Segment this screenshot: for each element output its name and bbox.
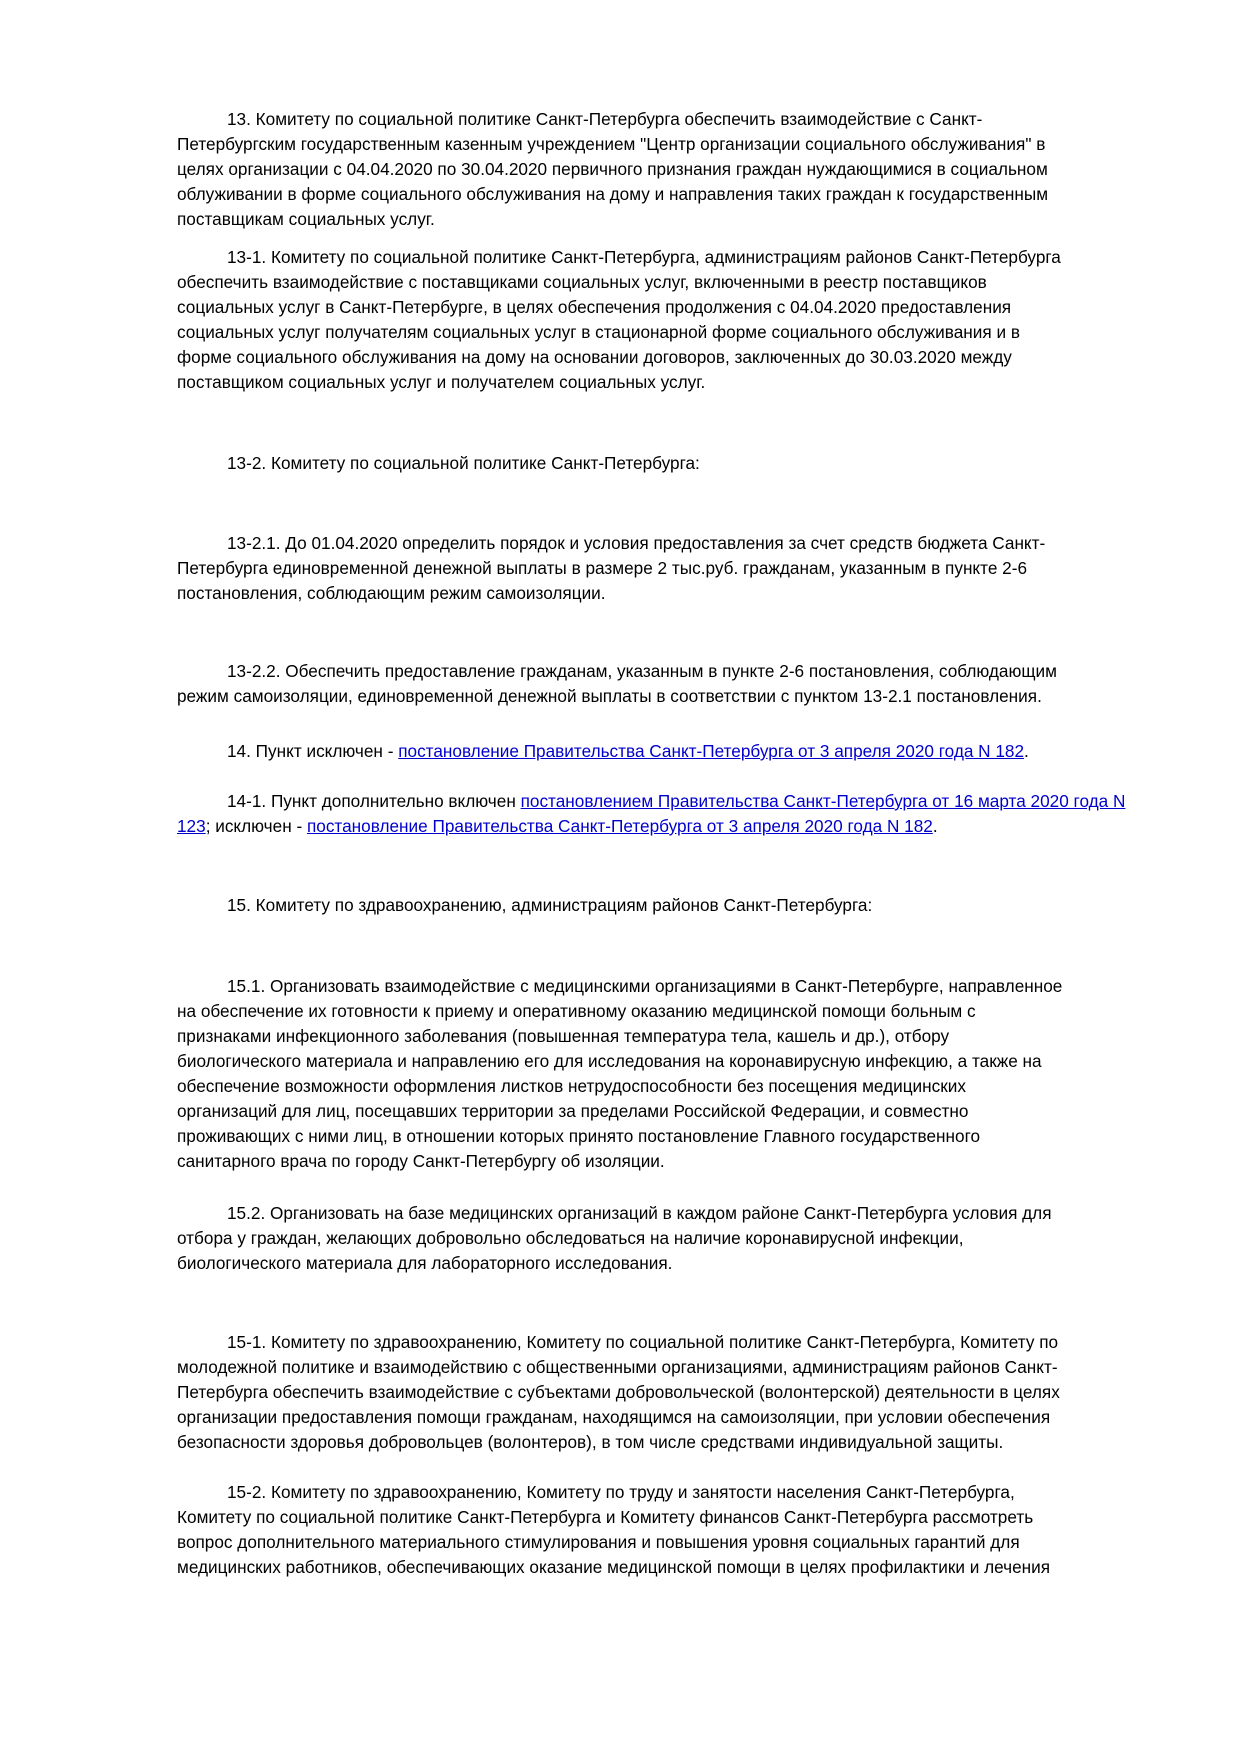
paragraph-13-1: 13-1. Комитету по социальной политике Санкт-Петербурга, администрациям районов Санкт-Петербурга обеспечить взаимодействие с поставщиками социальных услуг, включенными в реестр поставщиков социальных услуг в Санкт-Петербурге, в целях обеспечения продолжения с 04.04.2020 предоставления социальных услуг получателям социальных услуг в стационарной форме социального обслуживания и в форме социального обслуживания на дому на основании договоров, заключенных до 30.03.2020 между поставщиком социальных услуг и получателем социальных услуг. xyxy=(177,247,1061,392)
link-decree-123[interactable]: постановлением Правительства Санкт-Петербурга от 16 марта 2020 года N 123 xyxy=(177,791,1126,836)
paragraph-14-1-prefix: 14-1. Пункт дополнительно включен xyxy=(227,791,521,811)
paragraph-15-2b: 15-2. Комитету по здравоохранению, Комитету по труду и занятости населения Санкт-Петербурга, Комитету по социальной политике Санкт-Петербурга и Комитету финансов Санкт-Петербурга рассмотреть вопрос дополнительного материального стимулирования и повышения уровня социальных гарантий для медицинских работников, обеспечивающих оказание медицинской помощи в целях профилактики и лечения xyxy=(177,1482,1051,1577)
paragraph-15: 15. Комитету по здравоохранению, администрациям районов Санкт-Петербурга: xyxy=(227,895,873,915)
paragraph-15-1: 15.1. Организовать взаимодействие с медицинскими организациями в Санкт-Петербурге, направленное на обеспечение их готовности к приему и оперативному оказанию медицинской помощи больным с признаками инфекционного заболевания (повышенная температура тела, кашель и др.), отбору биологического материала и направлению его для исследования на коронавирусную инфекцию, а также на обеспечение возможности оформления листков нетрудоспособности без посещения медицинских организаций для лиц, посещавших территории за пределами Российской Федерации, и совместно проживающих с ними лиц, в отношении которых принято постановление Главного государственного санитарного врача по городу Санкт-Петербургу об изоляции. xyxy=(177,976,1063,1171)
paragraph-14-prefix: 14. Пункт исключен - xyxy=(227,741,399,761)
paragraph-13-2: 13-2. Комитету по социальной политике Санкт-Петербурга: xyxy=(227,453,700,473)
paragraph-13: 13. Комитету по социальной политике Санкт-Петербурга обеспечить взаимодействие с Санкт- Петербургским государственным казенным учреждением "Центр организации социального обслуживания" в целях организации с 04.04.2020 по 30.04.2020 первичного признания граждан нуждающимися в социальном облуживании в форме социального обслуживания на дому и направления таких граждан к государственным поставщикам социальных услуг. xyxy=(177,109,1049,229)
link-decree-182[interactable]: постановление Правительства Санкт-Петербурга от 3 апреля 2020 года N 182 xyxy=(398,741,1025,761)
paragraph-15-2: 15.2. Организовать на базе медицинских организаций в каждом районе Санкт-Петербурга условия для отбора у граждан, желающих добровольно обследоваться на наличие коронавирусной инфекции, биологического материала для лабораторного исследования. xyxy=(177,1203,1052,1273)
paragraph-14-1-middle: ; исключен - xyxy=(205,816,307,836)
paragraph-14-1 xyxy=(177,789,1153,839)
paragraph-14-1-suffix: . xyxy=(932,816,938,836)
paragraph-15-1b: 15-1. Комитету по здравоохранению, Комитету по социальной политике Санкт-Петербурга, Комитету по молодежной политике и взаимодействию с общественными организациями, администрациям районов Санкт- Петербурга обеспечить взаимодействие с субъектами добровольческой (волонтерской) деятельности в целях организации предоставления помощи гражданам, находящимся на самоизоляции, при условии обеспечения безопасности здоровья добровольцев (волонтеров), в том числе средствами индивидуальной защиты. xyxy=(177,1332,1060,1452)
paragraph-13-2-2: 13-2.2. Обеспечить предоставление гражданам, указанным в пункте 2-6 постановления, соблюдающим режим самоизоляции, единовременной денежной выплаты в соответствии с пунктом 13-2.1 постановления. xyxy=(177,661,1057,706)
link-decree-182-second[interactable]: постановление Правительства Санкт-Петербурга от 3 апреля 2020 года N 182 xyxy=(306,816,933,836)
paragraph-14-suffix: . xyxy=(1024,741,1029,761)
paragraph-14 xyxy=(177,739,1153,764)
paragraph-13-2-1: 13-2.1. До 01.04.2020 определить порядок и условия предоставления за счет средств бюджета Санкт- Петербурга единовременной денежной выплаты в размере 2 тыс.руб. гражданам, указанным в пункте 2-6 постановления, соблюдающим режим самоизоляции. xyxy=(177,533,1046,603)
